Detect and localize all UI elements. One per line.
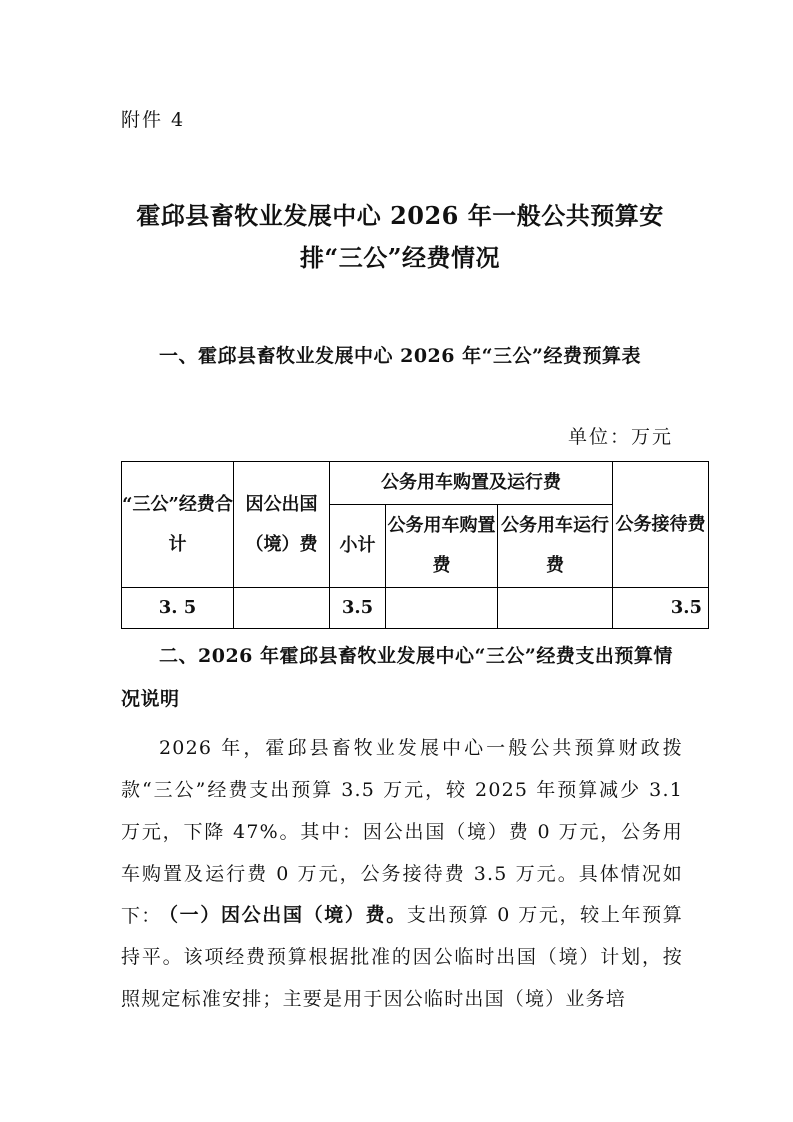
header-subtotal: 小计 xyxy=(330,505,386,588)
paragraph-abroad-lead: （一）因公出国（境）费。 xyxy=(159,904,407,926)
header-reception: 公务接待费 xyxy=(613,462,709,588)
value-vehicle-operation xyxy=(498,588,613,629)
header-abroad: 因公出国（境）费 xyxy=(234,462,330,588)
header-vehicle-operation: 公务用车运行费 xyxy=(498,505,613,588)
value-abroad xyxy=(234,588,330,629)
header-vehicle-purchase: 公务用车购置费 xyxy=(386,505,498,588)
document-title: 霍邱县畜牧业发展中心 2026 年一般公共预算安排“三公”经费情况 xyxy=(136,201,664,272)
header-total: “三公”经费合计 xyxy=(122,462,234,588)
section2-heading: 二、2026 年霍邱县畜牧业发展中心“三公”经费支出预算情况说明 xyxy=(121,645,673,710)
value-total: 3. 5 xyxy=(122,588,234,629)
paragraph-summary: 2026 年，霍邱县畜牧业发展中心一般公共预算财政拨款“三公”经费支出预算 3.5 万元，较 2025 年预算减少 3.1 万元，下降 47%。其中：因公出国（境）费 0 万元，公务用车购置及运行费 0 万元，公务接待费 3.5 万元。具体情况如下： xyxy=(121,737,683,927)
value-subtotal: 3.5 xyxy=(330,588,386,629)
budget-table xyxy=(121,461,709,629)
paragraph-abroad xyxy=(121,894,683,1020)
annex-label: 附件 4 xyxy=(121,109,186,131)
paragraph-abroad-body: 支出预算 0 万元，较上年预算持平。该项经费预算根据批准的因公临时出国（境）计划，按照规定标准安排；主要是用于因公临时出国（境）业务培 xyxy=(121,904,683,1010)
value-vehicle-purchase xyxy=(386,588,498,629)
header-vehicle-group: 公务用车购置及运行费 xyxy=(330,462,613,505)
value-reception: 3.5 xyxy=(613,588,709,629)
section1-heading: 一、霍邱县畜牧业发展中心 2026 年“三公”经费预算表 xyxy=(159,345,641,367)
unit-label: 单位：万元 xyxy=(567,426,673,448)
